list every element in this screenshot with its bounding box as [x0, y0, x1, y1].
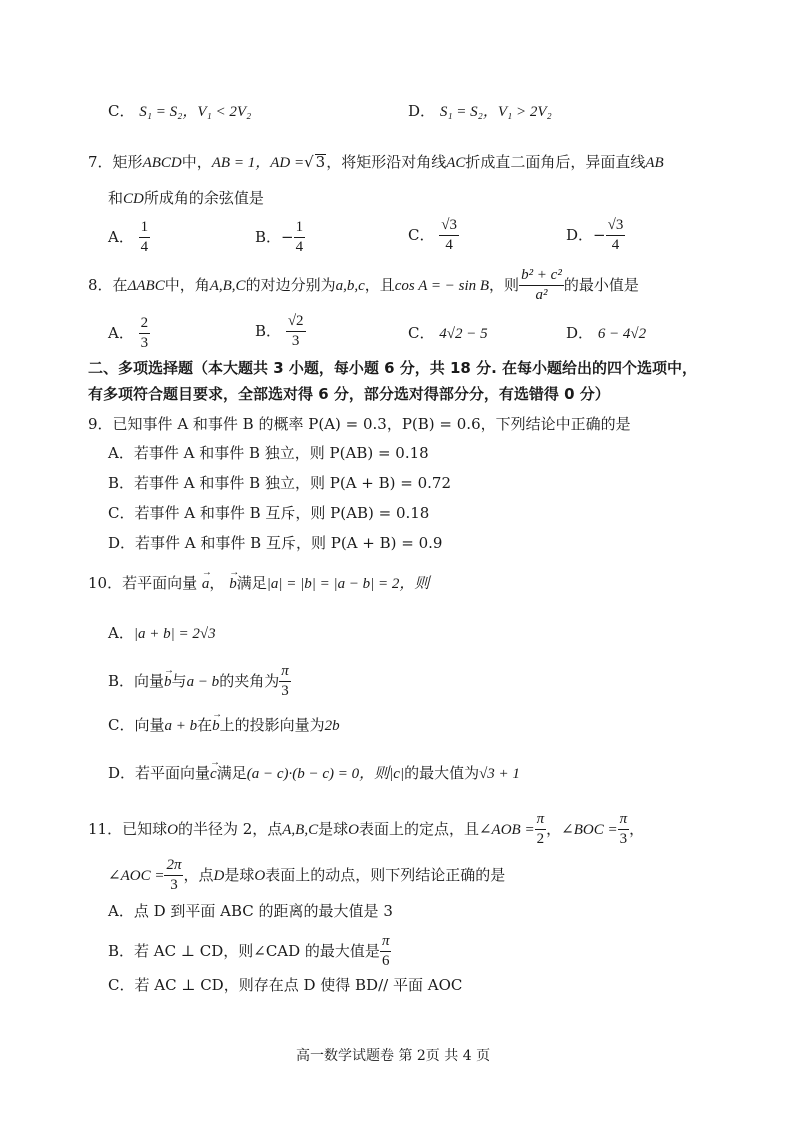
denominator: 3 [619, 830, 628, 847]
q8-stem [88, 268, 639, 304]
text: 的夹角为 [219, 671, 280, 690]
option-text: 若事件 A 和事件 B 独立，则 P(A + B) = 0.72 [134, 474, 451, 492]
numerator: √3 [439, 218, 459, 236]
fraction [286, 314, 306, 350]
option-label: A． [108, 227, 134, 246]
q7-option-d [566, 218, 625, 254]
option-text: 若事件 A 和事件 B 独立，则 P(AB) = 0.18 [133, 444, 429, 462]
fraction [139, 316, 151, 352]
math: CD [123, 191, 144, 207]
denominator: 3 [291, 332, 300, 349]
numerator: √3 [606, 218, 626, 236]
math: a + b [164, 718, 198, 734]
option-label: C． [108, 504, 135, 522]
option-label: C． [108, 976, 135, 994]
q10-option-d [108, 766, 520, 782]
fraction [439, 218, 459, 254]
option-label: D． [108, 764, 136, 782]
numerator: √2 [286, 314, 306, 332]
text: 满足 [216, 764, 247, 782]
text: 与 [171, 671, 187, 690]
fraction [519, 268, 564, 304]
math: a − b [186, 673, 220, 690]
text: 的半径为 2，点 [177, 819, 283, 838]
math: |c| [389, 766, 405, 782]
text: 是球 [318, 819, 349, 838]
denominator: 2 [536, 830, 545, 847]
q9-option-c [108, 506, 429, 521]
text: 的对边分别为 [245, 275, 336, 294]
q8-option-d [566, 326, 646, 342]
vector-b: → b [212, 719, 220, 734]
math: ∠AOC = [108, 867, 165, 884]
numerator: π [618, 812, 630, 830]
q10-option-c [108, 718, 340, 734]
option-label: C． [108, 716, 135, 734]
math: (a − c)·(b − c) = 0，则 [246, 766, 390, 782]
fraction [606, 218, 626, 254]
q7-option-c [408, 218, 459, 254]
math: AB [645, 155, 664, 171]
vector-a: → a [202, 577, 210, 592]
math: |a| = |b| = |a − b| = 2，则 [266, 576, 430, 592]
text: 表面上的定点，且 [358, 819, 479, 838]
denominator: 4 [445, 236, 453, 253]
text: 矩形 [112, 153, 143, 171]
denominator: 4 [611, 236, 620, 253]
math: 2b [324, 718, 340, 734]
page-footer: 高一数学试题卷 第 2页 共 4 页 [296, 1048, 491, 1064]
math: O [348, 821, 359, 838]
option-text: 若 AC ⊥ CD，则存在点 D 使得 BD// 平面 AOC [134, 976, 463, 994]
vector-c: → c [210, 767, 217, 782]
text: 中，角 [164, 275, 210, 294]
text: 是球 [224, 865, 255, 884]
text: 若平面向量 [135, 764, 211, 782]
q11-stem-line1 [88, 812, 644, 848]
text: ， [546, 819, 562, 838]
option-label: C． [408, 225, 435, 244]
text: 已知球 [122, 819, 168, 838]
sqrt-icon: √ [304, 153, 314, 171]
text: ，且 [364, 275, 395, 294]
option-label: B． [108, 474, 135, 492]
denominator: 4 [295, 238, 304, 255]
option-label: D． [566, 225, 594, 244]
math: AC [446, 155, 466, 171]
math: |a + b| = 2√3 [133, 626, 216, 642]
math: A,B,C [282, 821, 319, 838]
numerator: 1 [139, 220, 151, 238]
q7-stem-line2 [108, 191, 264, 207]
option-label: B． [255, 227, 282, 246]
q7-stem-line1 [88, 154, 664, 171]
q7-option-a [108, 220, 150, 256]
fraction [139, 220, 151, 256]
text: 和 [108, 189, 124, 207]
q8-option-b [255, 314, 306, 350]
denominator: a² [535, 286, 548, 303]
numerator: 1 [294, 220, 306, 238]
text: 折成直二面角后，异面直线 [465, 153, 646, 171]
option-text: 若事件 A 和事件 B 互斥，则 P(A + B) = 0.9 [135, 534, 443, 552]
q11-option-b [108, 934, 391, 970]
text: 的最大值为 [404, 764, 480, 782]
q10-option-b [108, 664, 291, 700]
numerator: π [535, 812, 547, 830]
q10-option-a [108, 626, 216, 642]
sign: − [593, 225, 606, 244]
math: cos A = − sin B [394, 277, 490, 294]
math: √3 + 1 [479, 766, 520, 782]
option-label: C． [408, 324, 435, 342]
math: ΔABC [127, 277, 165, 294]
fraction [380, 934, 392, 970]
fraction [279, 664, 291, 700]
q6-option-c [108, 104, 251, 120]
section-heading-line1: 二、多项选择题（本大题共 3 小题，每小题 6 分，共 18 分. 在每小题给出的四个选项中， [88, 359, 698, 377]
option-text: 若 AC ⊥ CD，则∠CAD 的最大值是 [134, 941, 380, 960]
q9-option-b [108, 476, 451, 491]
text: 所成角的余弦值是 [143, 189, 264, 207]
math: A,B,C [209, 277, 246, 294]
fraction [535, 812, 547, 848]
text: 满足 [236, 574, 267, 592]
q8-option-c [408, 326, 488, 342]
question-number: 10． [88, 574, 123, 592]
option-label: B． [255, 321, 282, 340]
math: ∠BOC = [561, 821, 618, 838]
text: 上的投影向量为 [219, 716, 325, 734]
text: 若平面向量 [122, 574, 198, 592]
option-label: A． [108, 444, 134, 462]
numerator: 2π [164, 858, 183, 876]
q9-stem [88, 417, 631, 432]
q8-option-a [108, 316, 150, 352]
text: 向量 [134, 671, 165, 690]
math: O [254, 867, 266, 884]
math: ∠AOB = [478, 821, 535, 838]
text: 的最小值是 [563, 275, 639, 294]
q9-option-a [108, 446, 429, 461]
numerator: b² + c² [519, 268, 564, 286]
q11-stem-line2 [108, 858, 505, 894]
option-label: A． [108, 624, 134, 642]
text: 在 [197, 716, 213, 734]
option-label: B． [108, 941, 135, 960]
text: 表面上的动点，则下列结论正确的是 [265, 865, 506, 884]
text: 中， [181, 153, 212, 171]
denominator: 4 [140, 238, 149, 255]
denominator: 3 [170, 876, 178, 893]
option-text: S₁ = S₂，V₁ > 2V₂ [439, 104, 552, 120]
fraction [294, 220, 306, 256]
numerator: π [279, 664, 291, 682]
option-label: D． [108, 534, 136, 552]
option-label: A． [108, 902, 134, 920]
denominator: 3 [281, 682, 289, 699]
option-label: D． [566, 324, 594, 342]
text: ， [209, 574, 225, 592]
text: ，则 [489, 275, 520, 294]
numerator: 2 [139, 316, 151, 334]
q11-option-a [108, 904, 393, 919]
option-text: 4√2 − 5 [439, 326, 488, 342]
text: ， [629, 819, 645, 838]
sign: − [281, 227, 294, 246]
option-text: 6 − 4√2 [597, 326, 647, 342]
math: 3 [315, 153, 326, 171]
math: a,b,c [335, 277, 365, 294]
q11-option-c [108, 978, 462, 993]
option-label: A． [108, 323, 134, 342]
math: ABCD [142, 155, 182, 171]
q7-option-b [255, 220, 305, 256]
math: D [213, 867, 225, 884]
text: 已知事件 A 和事件 B 的概率 P(A) = 0.3，P(B) = 0.6，下列结论中正确的是 [112, 415, 631, 433]
denominator: 6 [381, 952, 390, 969]
vector-b: → b [229, 577, 237, 592]
fraction [618, 812, 630, 848]
option-text: 点 D 到平面 ABC 的距离的最大值是 3 [133, 902, 393, 920]
question-number: 11． [88, 819, 123, 838]
question-number: 7． [88, 153, 113, 171]
option-text: 若事件 A 和事件 B 互斥，则 P(AB) = 0.18 [134, 504, 430, 522]
question-number: 9． [88, 415, 113, 433]
q10-stem [88, 576, 429, 592]
option-label: C． [108, 102, 135, 120]
q9-option-d [108, 536, 442, 551]
text: ，点 [183, 865, 214, 884]
option-text: S₁ = S₂，V₁ < 2V₂ [139, 104, 252, 120]
text: 向量 [134, 716, 165, 734]
section-heading-line2: 有多项符合题目要求，全部选对得 6 分，部分选对得部分分，有选错得 0 分） [88, 385, 610, 403]
math: AB = 1，AD = [211, 155, 305, 171]
q6-option-d [408, 104, 552, 120]
option-label: B． [108, 671, 135, 690]
text: 在 [112, 275, 128, 294]
numerator: π [380, 934, 392, 952]
fraction [164, 858, 183, 894]
text: ，将矩形沿对角线 [326, 153, 447, 171]
question-number: 8． [88, 275, 113, 294]
math: O [167, 821, 178, 838]
vector-b: → b [164, 675, 172, 690]
denominator: 3 [140, 334, 149, 351]
option-label: D． [408, 102, 436, 120]
